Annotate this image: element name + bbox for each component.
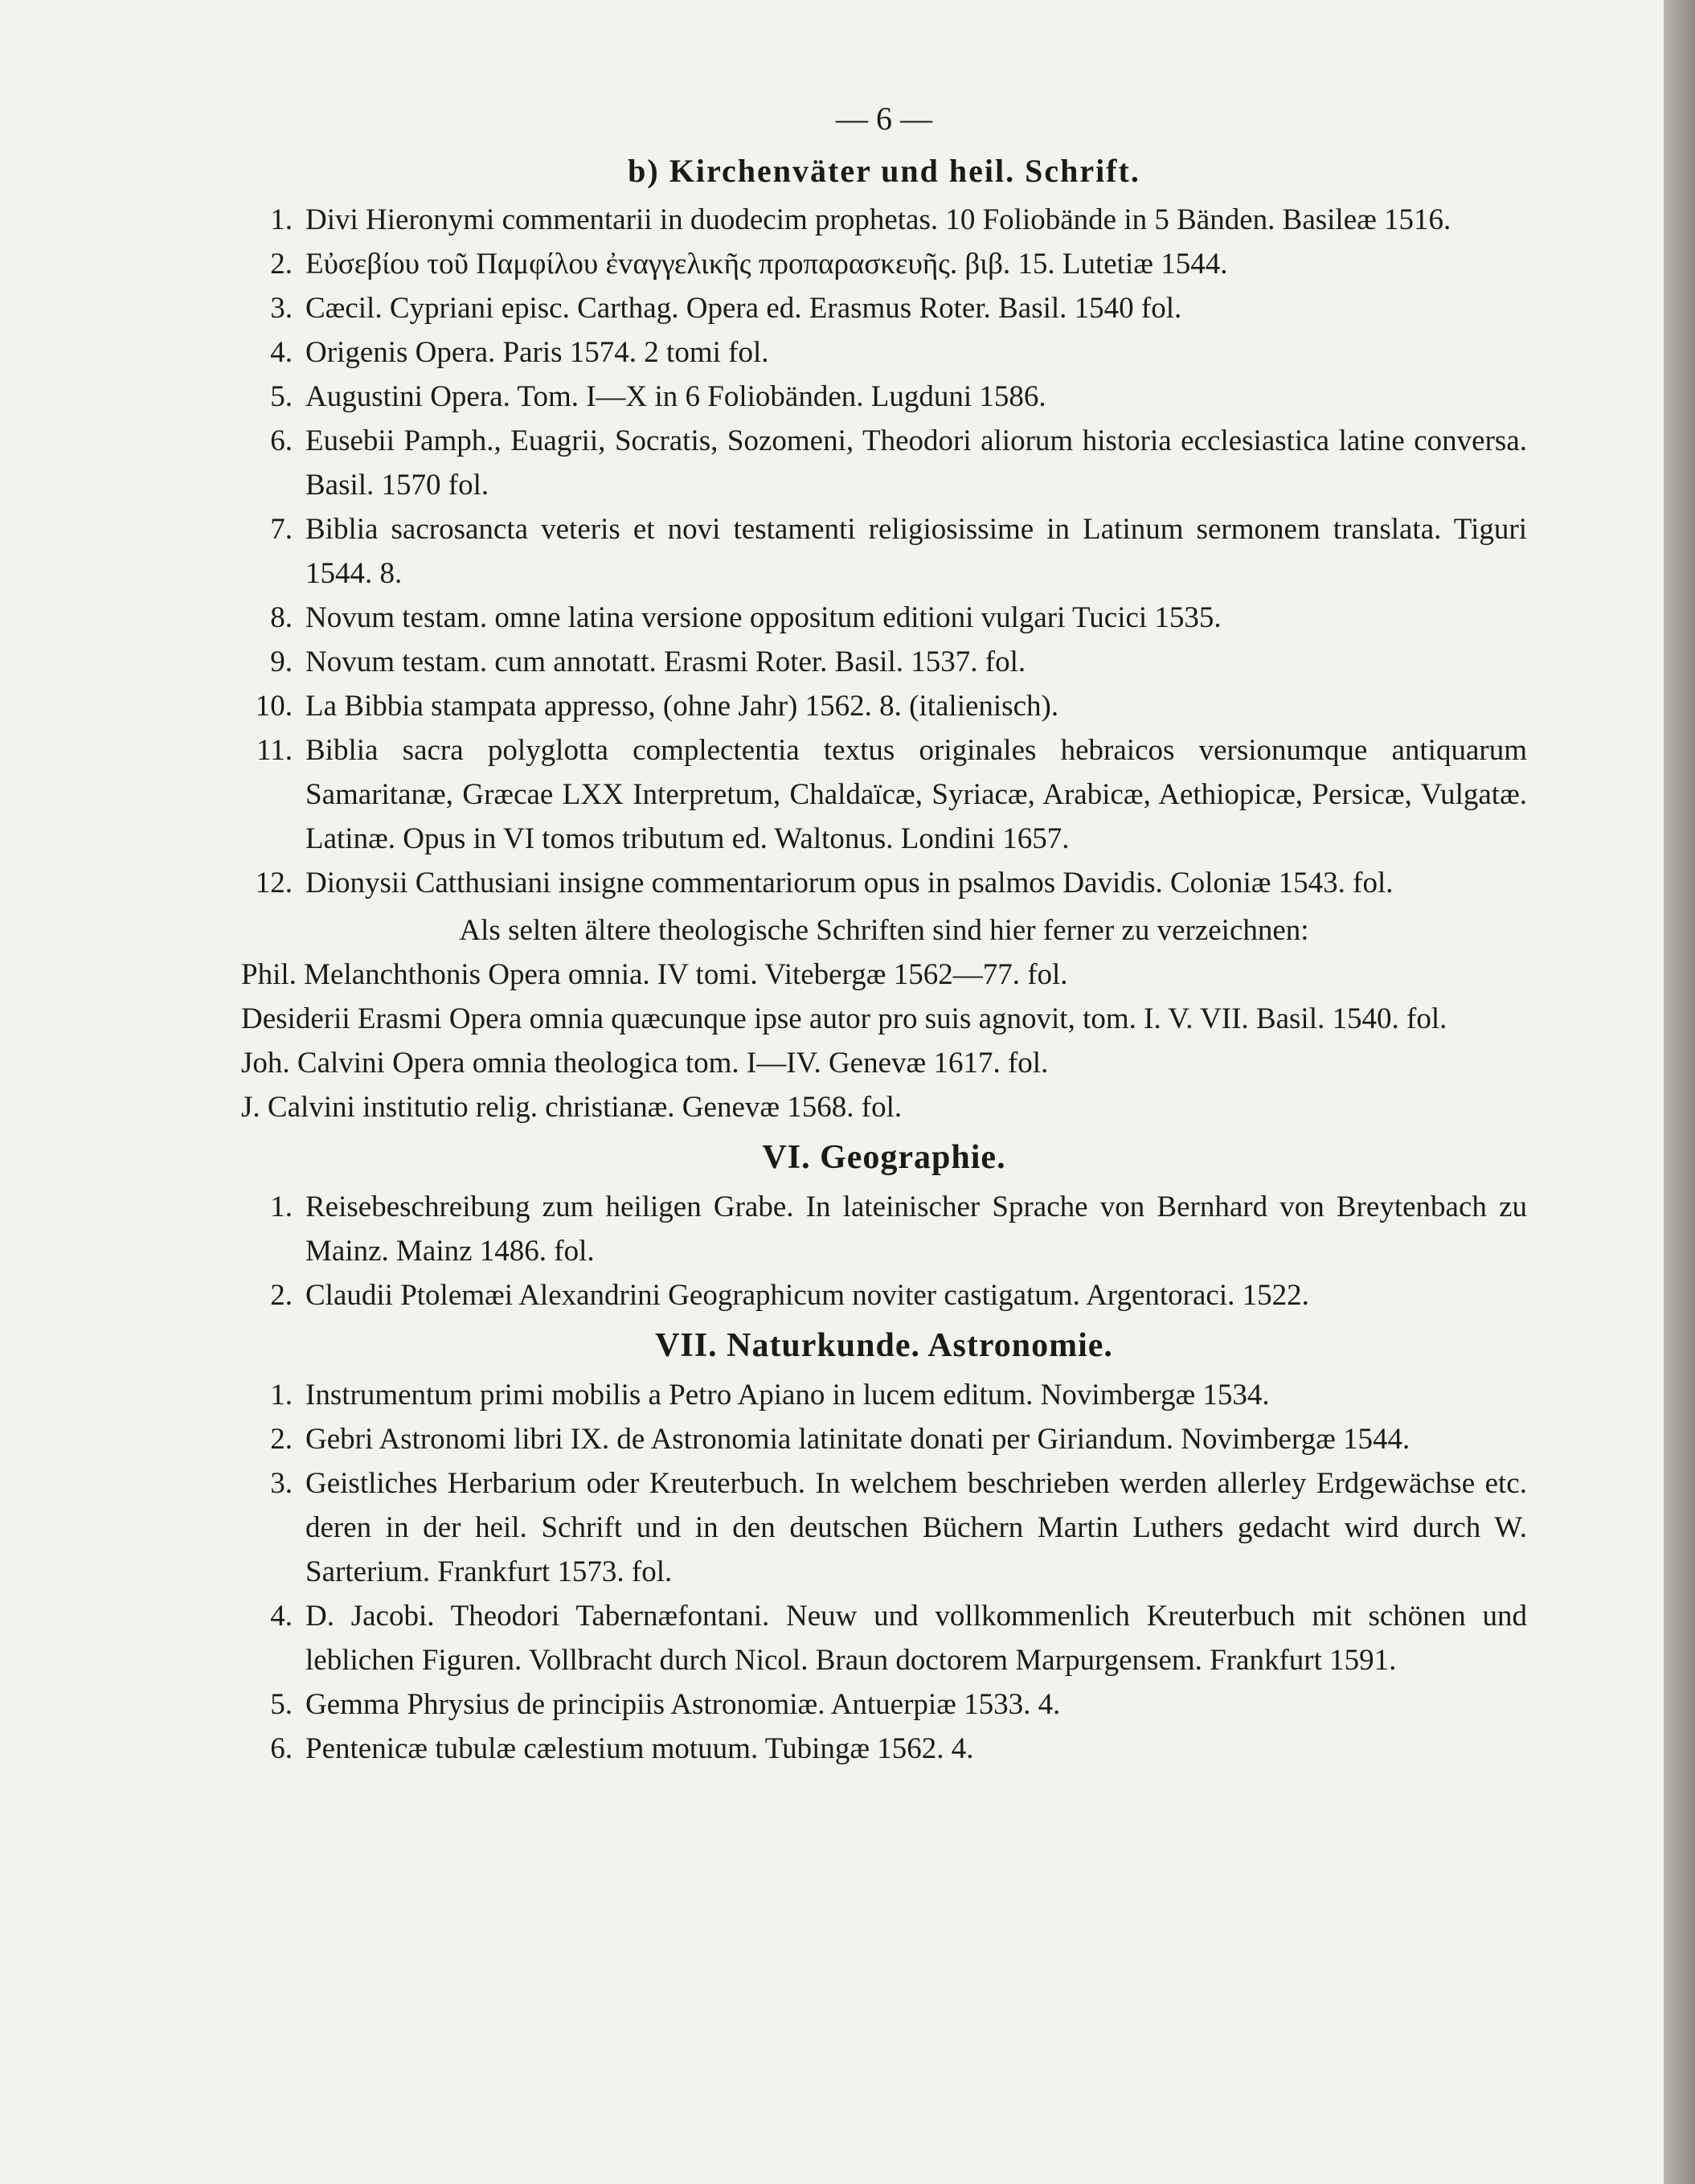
section-vi-list xyxy=(241,1185,1527,1317)
section-b-title: b) Kirchenväter und heil. Schrift. xyxy=(628,153,1140,189)
item-number: 6. xyxy=(270,424,293,457)
item-text: Novum testam. omne latina versione oppositum editioni vulgari Tucici 1535. xyxy=(305,601,1222,634)
item-text: Instrumentum primi mobilis a Petro Apiano in lucem editum. Novimbergæ 1534. xyxy=(305,1379,1270,1412)
list-item: Phil. Melanchthonis Opera omnia. IV tomi. Vitebergæ 1562—77. fol. xyxy=(241,958,1068,991)
list-item xyxy=(241,728,1527,861)
intro-line: Als selten ältere theologische Schriften sind hier ferner zu verzeichnen: xyxy=(459,914,1309,947)
list-item xyxy=(241,286,1527,330)
item-text: La Bibbia stampata appresso, (ohne Jahr) 1562. 8. (italienisch). xyxy=(305,690,1059,723)
item-text: Augustini Opera. Tom. I—X in 6 Foliobänden. Lugduni 1586. xyxy=(305,380,1046,413)
list-item: Joh. Calvini Opera omnia theologica tom. I—IV. Genevæ 1617. fol. xyxy=(241,1047,1049,1080)
item-text: Cæcil. Cypriani episc. Carthag. Opera ed. Erasmus Roter. Basil. 1540 fol. xyxy=(305,292,1182,325)
section-b-list xyxy=(241,198,1527,905)
item-number: 7. xyxy=(270,513,293,546)
item-text: Gemma Phrysius de principiis Astronomiæ. Antuerpiæ 1533. 4. xyxy=(305,1688,1061,1721)
item-number: 2. xyxy=(270,1423,293,1456)
list-item xyxy=(241,419,1527,507)
item-text: Dionysii Catthusiani insigne commentariorum opus in psalmos Davidis. Coloniæ 1543. fol. xyxy=(305,867,1394,899)
additional-list xyxy=(241,953,1527,1129)
item-number: 2. xyxy=(270,1279,293,1312)
list-item xyxy=(241,1727,1527,1771)
book-spine-edge xyxy=(1664,0,1695,2184)
section-vi-title: VI. Geographie. xyxy=(762,1139,1006,1176)
item-number: 10. xyxy=(255,690,293,723)
item-number: 4. xyxy=(270,336,293,369)
item-number: 6. xyxy=(270,1732,293,1765)
list-item: Desiderii Erasmi Opera omnia quæcunque ipse autor pro suis agnovit, tom. I. V. VII. Basil. 1540. fol. xyxy=(241,1002,1447,1035)
list-item xyxy=(241,1682,1527,1727)
list-item xyxy=(241,640,1527,684)
item-text: Pentenicæ tubulæ cælestium motuum. Tubingæ 1562. 4. xyxy=(305,1732,974,1765)
item-text: Novum testam. cum annotatt. Erasmi Roter. Basil. 1537. fol. xyxy=(305,645,1026,678)
page-content xyxy=(241,96,1527,1771)
item-text: Divi Hieronymi commentarii in duodecim prophetas. 10 Foliobände in 5 Bänden. Basileæ 1516. xyxy=(305,203,1451,236)
item-number: 5. xyxy=(270,1688,293,1721)
item-number: 3. xyxy=(270,1467,293,1500)
item-number: 1. xyxy=(270,203,293,236)
list-item xyxy=(241,375,1527,419)
item-text: Biblia sacrosancta veteris et novi testamenti religiosissime in Latinum sermonem translata. Tiguri 1544. 8. xyxy=(305,513,1527,590)
list-item xyxy=(241,684,1527,728)
item-text: Geistliches Herbarium oder Kreuterbuch. In welchem beschrieben werden allerley Erdgewächse etc. deren in der heil. Schrift und in den deutschen Büchern Martin Luthers gedacht wird durch W. Sarterium. Frankfurt 1573. fol. xyxy=(305,1467,1527,1588)
item-text: Eusebii Pamph., Euagrii, Socratis, Sozomeni, Theodori aliorum historia ecclesiastica latine conversa. Basil. 1570 fol. xyxy=(305,424,1527,502)
item-number: 3. xyxy=(270,292,293,325)
item-text: Origenis Opera. Paris 1574. 2 tomi fol. xyxy=(305,336,769,369)
item-number: 9. xyxy=(270,645,293,678)
list-item xyxy=(241,507,1527,596)
item-number: 12. xyxy=(255,867,293,899)
item-number: 1. xyxy=(270,1379,293,1412)
item-text: Gebri Astronomi libri IX. de Astronomia latinitate donati per Giriandum. Novimbergæ 1544. xyxy=(305,1423,1410,1456)
list-item xyxy=(241,596,1527,640)
list-item xyxy=(241,330,1527,375)
list-item xyxy=(241,1273,1527,1317)
list-item xyxy=(241,1594,1527,1682)
list-item xyxy=(241,1417,1527,1461)
list-item xyxy=(241,1461,1527,1594)
list-item xyxy=(241,1373,1527,1417)
item-text: Εὐσεβίου τοῦ Παμφίλου ἐvαγγελικῆς προπαρασκευῆς. βιβ. 15. Lutetiæ 1544. xyxy=(305,248,1228,281)
item-text: Biblia sacra polyglotta complectentia textus originales hebraicos versionumque antiquarum Samaritanæ, Græcae LXX Interpretum, Chaldaïcæ, Syriacæ, Arabicæ, Aethiopicæ, Persicæ, Vulgatæ. Latinæ. Opus in VI tomos tributum ed. Waltonus. Londini 1657. xyxy=(305,734,1527,855)
section-vii-list xyxy=(241,1373,1527,1771)
list-item xyxy=(241,861,1527,905)
list-item xyxy=(241,1185,1527,1273)
item-text: Claudii Ptolemæi Alexandrini Geographicum noviter castigatum. Argentoraci. 1522. xyxy=(305,1279,1309,1312)
item-number: 5. xyxy=(270,380,293,413)
item-number: 1. xyxy=(270,1190,293,1223)
item-number: 2. xyxy=(270,248,293,281)
item-text: D. Jacobi. Theodori Tabernæfontani. Neuw und vollkommenlich Kreuterbuch mit schönen und leblichen Figuren. Vollbracht durch Nicol. Braun doctorem Marpurgensem. Frankfurt 1591. xyxy=(305,1600,1527,1677)
item-text: Reisebeschreibung zum heiligen Grabe. In lateinischer Sprache von Bernhard von Breytenbach zu Mainz. Mainz 1486. fol. xyxy=(305,1190,1527,1268)
list-item xyxy=(241,242,1527,286)
list-item xyxy=(241,198,1527,242)
page-number: — 6 — xyxy=(836,100,932,137)
item-number: 11. xyxy=(256,734,293,767)
list-item: J. Calvini institutio relig. christianæ. Genevæ 1568. fol. xyxy=(241,1091,903,1124)
section-vii-title: VII. Naturkunde. Astronomie. xyxy=(655,1327,1113,1364)
item-number: 4. xyxy=(270,1600,293,1633)
item-number: 8. xyxy=(270,601,293,634)
